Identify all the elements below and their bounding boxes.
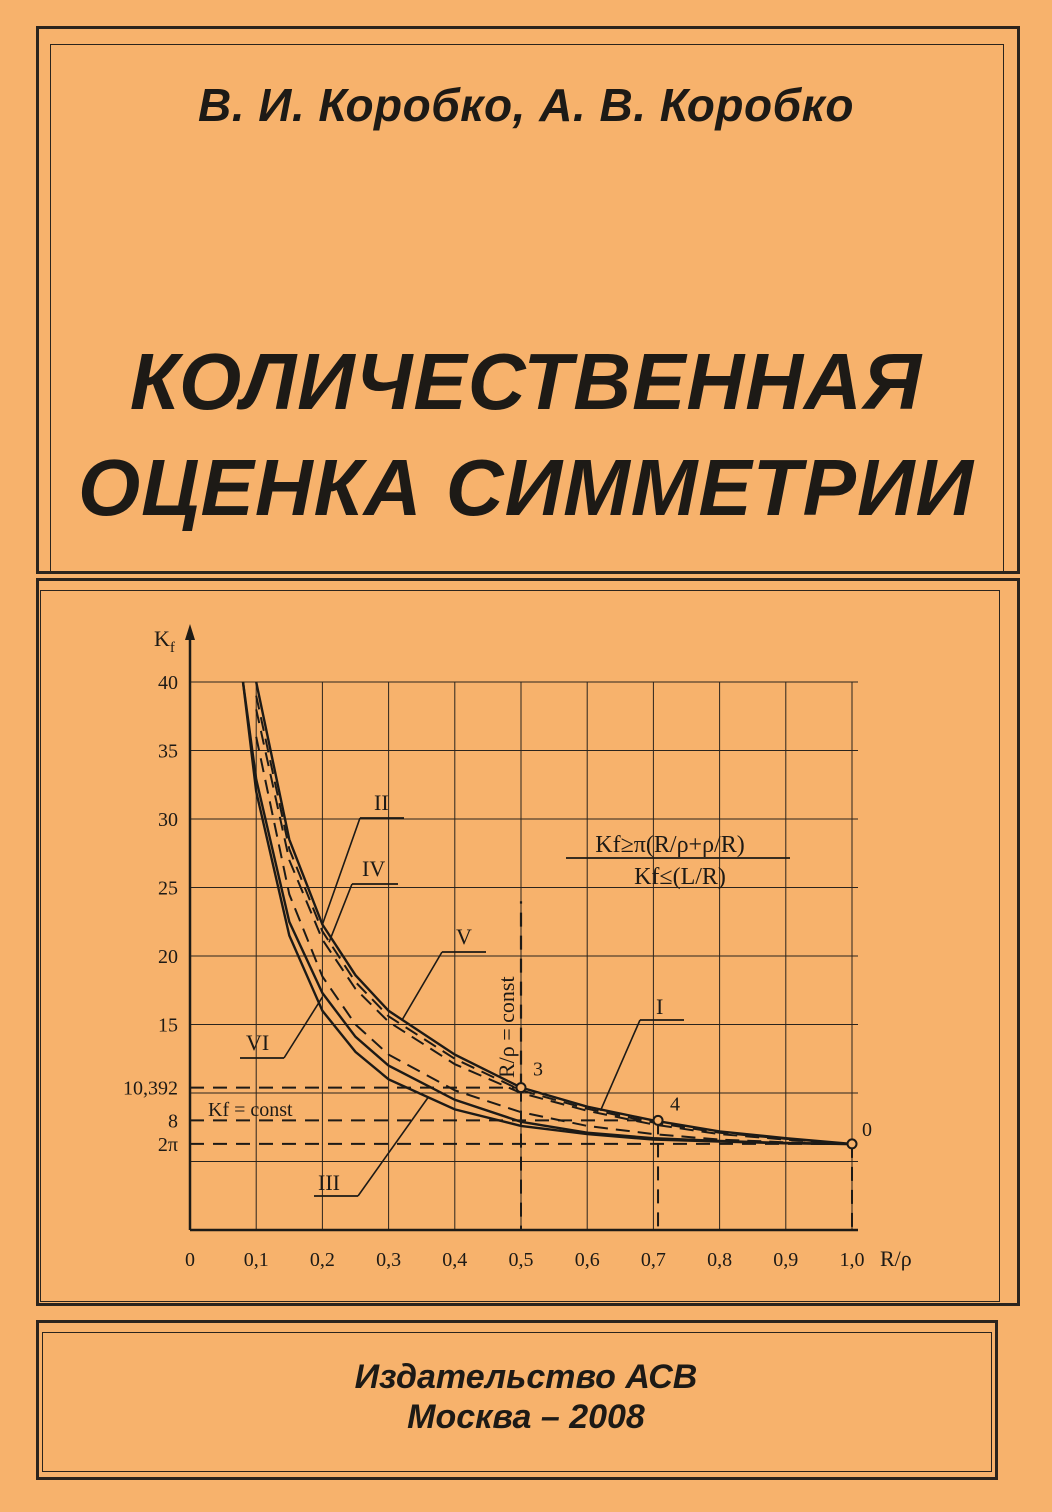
chart-point-label: 3	[533, 1058, 543, 1081]
series-label-leader	[358, 1097, 428, 1196]
x-tick-label: 0,2	[309, 1249, 335, 1271]
series-line-I	[243, 682, 852, 1144]
chart-point-label: 0	[862, 1118, 872, 1141]
series-line-III	[243, 682, 852, 1144]
series-line-V	[256, 696, 852, 1144]
y-tick-label: 25	[158, 877, 178, 900]
y-tick-label: 15	[158, 1014, 178, 1037]
x-tick-label: 0,7	[640, 1249, 666, 1271]
book-title-line-1: КОЛИЧЕСТВЕННАЯ	[129, 337, 923, 426]
series-label-leader	[329, 884, 352, 942]
y-axis-arrow	[185, 624, 195, 640]
series-label-VI: VI	[246, 1030, 270, 1055]
y-special-label: 10,392	[123, 1077, 178, 1100]
chart-labels	[123, 672, 872, 1271]
y-tick-label: 35	[158, 740, 178, 763]
series-label-II: II	[374, 790, 389, 815]
series-label-leader	[402, 952, 442, 1020]
x-tick-label: 0,1	[243, 1249, 269, 1271]
series-line-IV	[256, 709, 852, 1144]
x-tick-label: 0	[185, 1249, 195, 1271]
x-tick-label: 0,9	[773, 1249, 799, 1271]
formula-numerator: Kf≥π(R/ρ+ρ/R)	[595, 832, 745, 858]
series-label-leader	[284, 997, 322, 1058]
y-special-label: 8	[168, 1110, 178, 1133]
chart-point-4	[654, 1116, 663, 1125]
y-tick-label: 30	[158, 809, 178, 831]
x-tick-label: 0,5	[508, 1249, 534, 1271]
x-axis-label: R/ρ	[880, 1246, 912, 1271]
series-label-V: V	[456, 924, 472, 949]
y-axis-label: $K_f$	[154, 626, 175, 656]
chart-point-label: 4	[670, 1093, 681, 1116]
publisher-city-year: Москва – 2008	[407, 1398, 645, 1436]
series-line-VI	[256, 737, 852, 1144]
chart-point-0	[848, 1139, 857, 1148]
x-tick-label: 0,4	[442, 1249, 468, 1271]
publisher-name: Издательство АСВ	[354, 1358, 698, 1396]
vertical-guide-label: R/ρ = const	[494, 976, 519, 1078]
series-label-IV: IV	[362, 856, 386, 881]
series-line-II	[256, 682, 852, 1144]
series-label-III: III	[318, 1170, 340, 1195]
y-tick-label: 20	[158, 946, 178, 968]
x-tick-label: 1,0	[839, 1249, 865, 1271]
series-label-I: I	[656, 994, 664, 1019]
series-label-leader	[322, 818, 360, 924]
chart-point-3	[517, 1083, 526, 1092]
horizontal-guide-label: Kf = const	[208, 1099, 293, 1121]
book-title-line-2: ОЦЕНКА СИММЕТРИИ	[77, 443, 975, 532]
authors: В. И. Коробко, А. В. Коробко	[198, 79, 854, 131]
y-tick-label: 40	[158, 672, 178, 694]
chart-series	[243, 682, 852, 1144]
x-tick-label: 0,8	[707, 1249, 733, 1271]
formula-denominator: Kf≤(L/R)	[634, 864, 726, 890]
x-tick-label: 0,3	[376, 1249, 402, 1271]
x-tick-label: 0,6	[574, 1249, 600, 1271]
series-label-leader	[600, 1020, 640, 1111]
y-special-label: 2π	[157, 1133, 178, 1156]
chart-grid	[190, 682, 858, 1230]
